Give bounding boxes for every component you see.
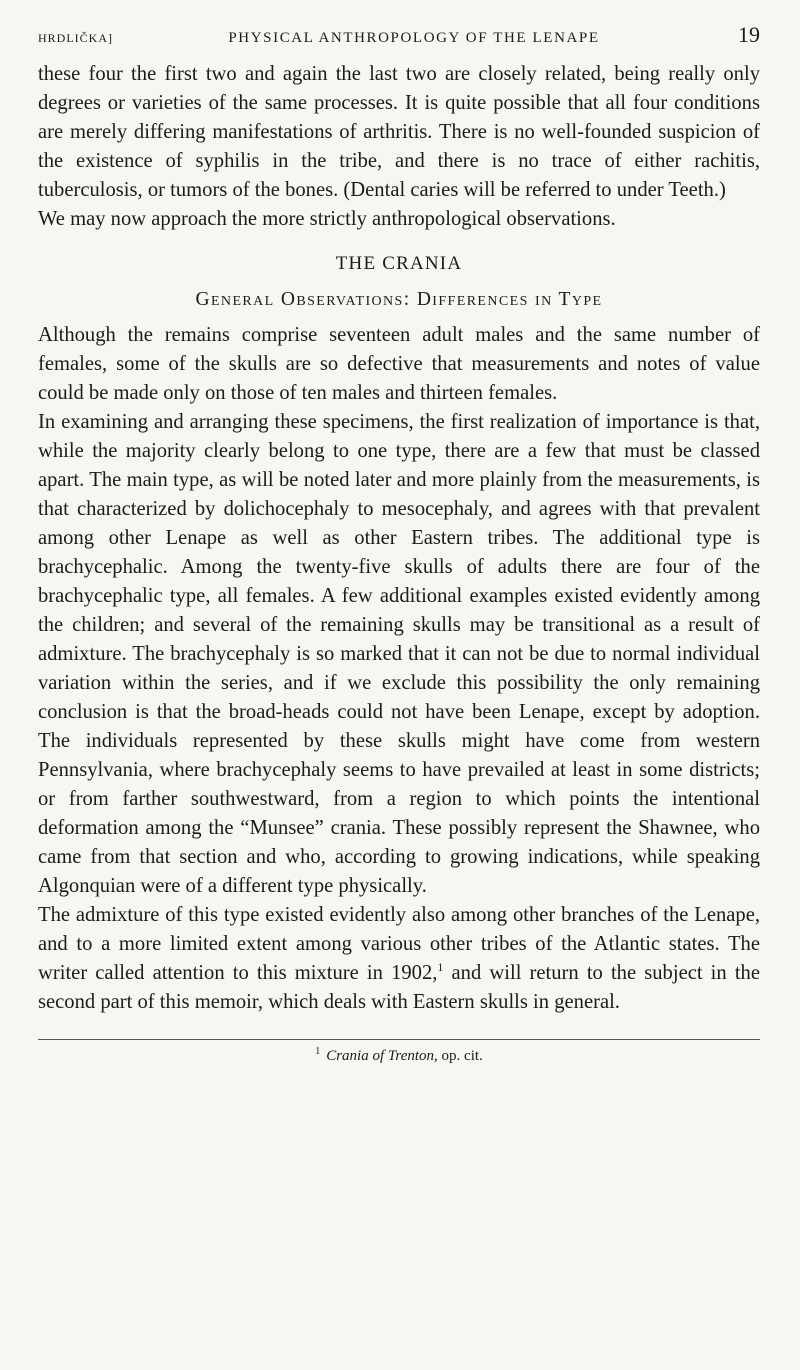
running-head-author: HRDLIČKA] [38,31,113,45]
paragraph-admixture [38,901,760,1017]
footnote-reference[interactable]: 1 [437,960,444,975]
paragraph-types: In examining and arranging these specimens, the first realization of importance is that, while the majority clearly belong to one type, there are a few that must be classed apart. The main type, as will be noted later and more plainly from the measurements, is that characterized by dolichocephaly to mesocephaly, and agrees with that prevalent among other Lenape as well as other Eastern tribes. The additional type is brachycephalic. Among the twenty-five skulls of adults there are four of the brachycephalic type, all females. A few additional examples existed evidently among the children; and several of the remaining skulls may be transitional as a result of admixture. The brachycephaly is so marked that it can not be due to normal individual variation within the series, and if we exclude this possibility the only remaining conclusion is that the broad-heads could not have been Lenape, except by adoption. The individuals represented by these skulls might have come from western Pennsylvania, where brachycephaly seems to have prevailed at least in some districts; or from farther southwestward, from a region to which points the intentional deformation among the “Munsee” crania. These possibly represent the Shawnee, who came from that section and who, according to growing indications, while speaking Algonquian were of a different type physically. [38,411,760,897]
subsection-heading: General Observations: Differences in Type [195,289,603,310]
paragraph-remains: Although the remains comprise seventeen adult males and the same number of females, some of the skulls are so defective that measurements and notes of value could be made only on those of ten males and thirteen females. [38,324,760,404]
paragraph-admixture-part1: The admixture of this type existed evidently also among other branches of the Lenape, and to a more limited extent among various other tribes of the Atlantic states. The writer called attention to this mixture in 1902, [38,904,760,984]
paragraph-admixture-part2: and will return to the subject in the second part of this memoir, which deals with Eastern skulls in general. [38,962,760,1013]
running-head-title: PHYSICAL ANTHROPOLOGY OF THE LENAPE [228,30,600,46]
footnote-divider [38,1039,760,1040]
footnote-number: 1 [315,1046,321,1057]
body-text [38,60,760,1017]
page-number: 19 [738,22,760,47]
paragraph-transition: We may now approach the more strictly anthropological observations. [38,208,616,230]
page [38,22,760,1065]
section-heading: THE CRANIA [335,253,463,274]
paragraph-continued: these four the first two and again the last two are closely related, being really only degrees or varieties of the same processes. It is quite possible that all four conditions are merely differing manifestations of arthritis. There is no well-founded suspicion of the existence of syphilis in the tribe, and there is no trace of either rachitis, tuberculosis, or tumors of the bones. (Dental caries will be referred to under Teeth.) [38,63,760,201]
footnote [38,1048,760,1065]
footnote-title: Crania of Trenton [326,1048,435,1064]
running-head [38,22,760,52]
footnote-citation: , op. cit. [434,1048,483,1064]
